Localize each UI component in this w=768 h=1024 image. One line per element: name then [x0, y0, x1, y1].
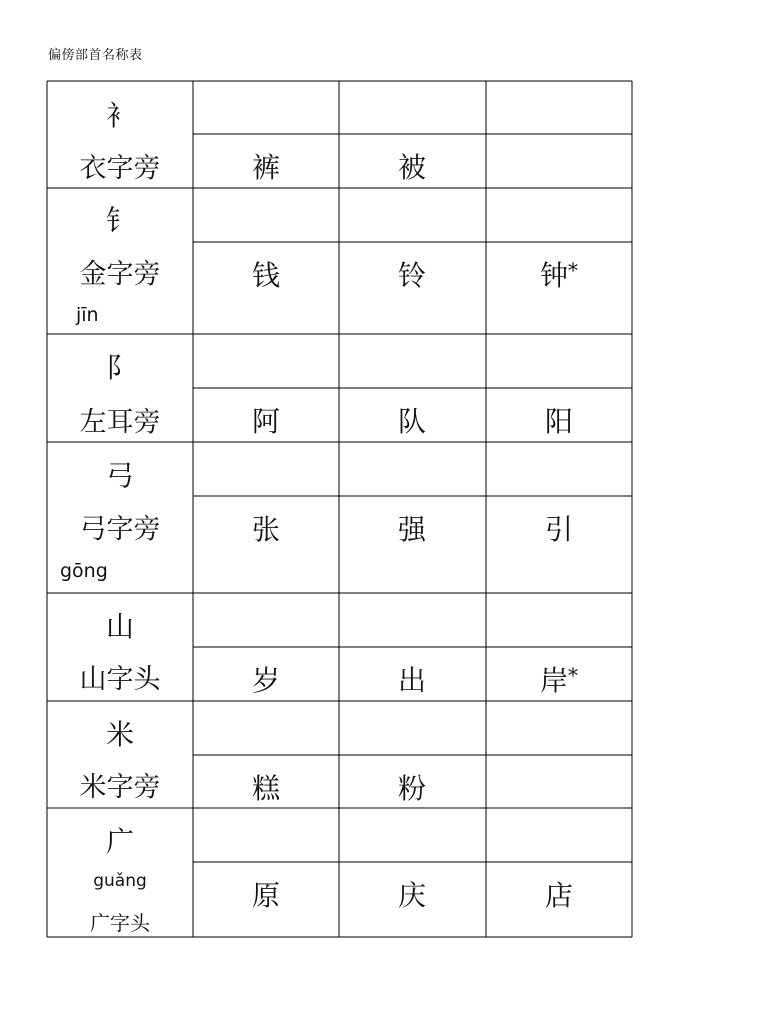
example-character: 庆: [397, 879, 427, 912]
example-character: 钱: [251, 259, 281, 292]
example-character: 引: [544, 513, 574, 546]
radical-name: 广字头: [90, 911, 150, 935]
radical-glyph: 米: [105, 718, 135, 751]
example-character: 粉: [397, 772, 427, 805]
example-character: 岸*: [539, 663, 579, 697]
example-character: 糕: [251, 772, 281, 805]
radical-glyph: 山: [105, 610, 135, 643]
radical-pinyin: jīn: [76, 304, 99, 326]
example-character: 阳: [544, 405, 574, 438]
radical-name: 米字旁: [79, 772, 161, 803]
asterisk-mark: *: [568, 258, 579, 282]
example-character: 裤: [251, 151, 281, 184]
radical-glyph: 阝: [105, 351, 135, 384]
example-character: 岁: [251, 664, 281, 697]
asterisk-mark: *: [568, 663, 579, 687]
example-character: 被: [397, 151, 427, 184]
example-character: 铃: [397, 259, 427, 292]
example-character: 队: [397, 405, 427, 438]
example-character: 原: [251, 879, 281, 912]
example-character: 钟*: [539, 258, 579, 292]
example-character: 强: [397, 513, 427, 546]
radical-name: 左耳旁: [79, 407, 161, 438]
example-character: 店: [544, 879, 574, 912]
radical-name: 金字旁: [79, 259, 161, 290]
document-title: 偏傍部首名称表: [48, 48, 143, 63]
example-character: 张: [251, 513, 281, 546]
radical-name: 山字头: [79, 664, 161, 695]
example-character: 出: [397, 664, 427, 697]
radical-glyph: 衤: [105, 99, 135, 132]
radical-pinyin: gōng: [60, 560, 108, 582]
radical-name: 衣字旁: [79, 153, 161, 184]
radical-glyph: 钅: [105, 204, 135, 237]
radical-glyph: 弓: [105, 459, 135, 492]
radical-glyph: 广: [105, 825, 135, 858]
radical-name: 弓字旁: [79, 514, 161, 545]
radical-pinyin: guǎng: [93, 871, 147, 891]
example-character: 阿: [251, 405, 281, 438]
